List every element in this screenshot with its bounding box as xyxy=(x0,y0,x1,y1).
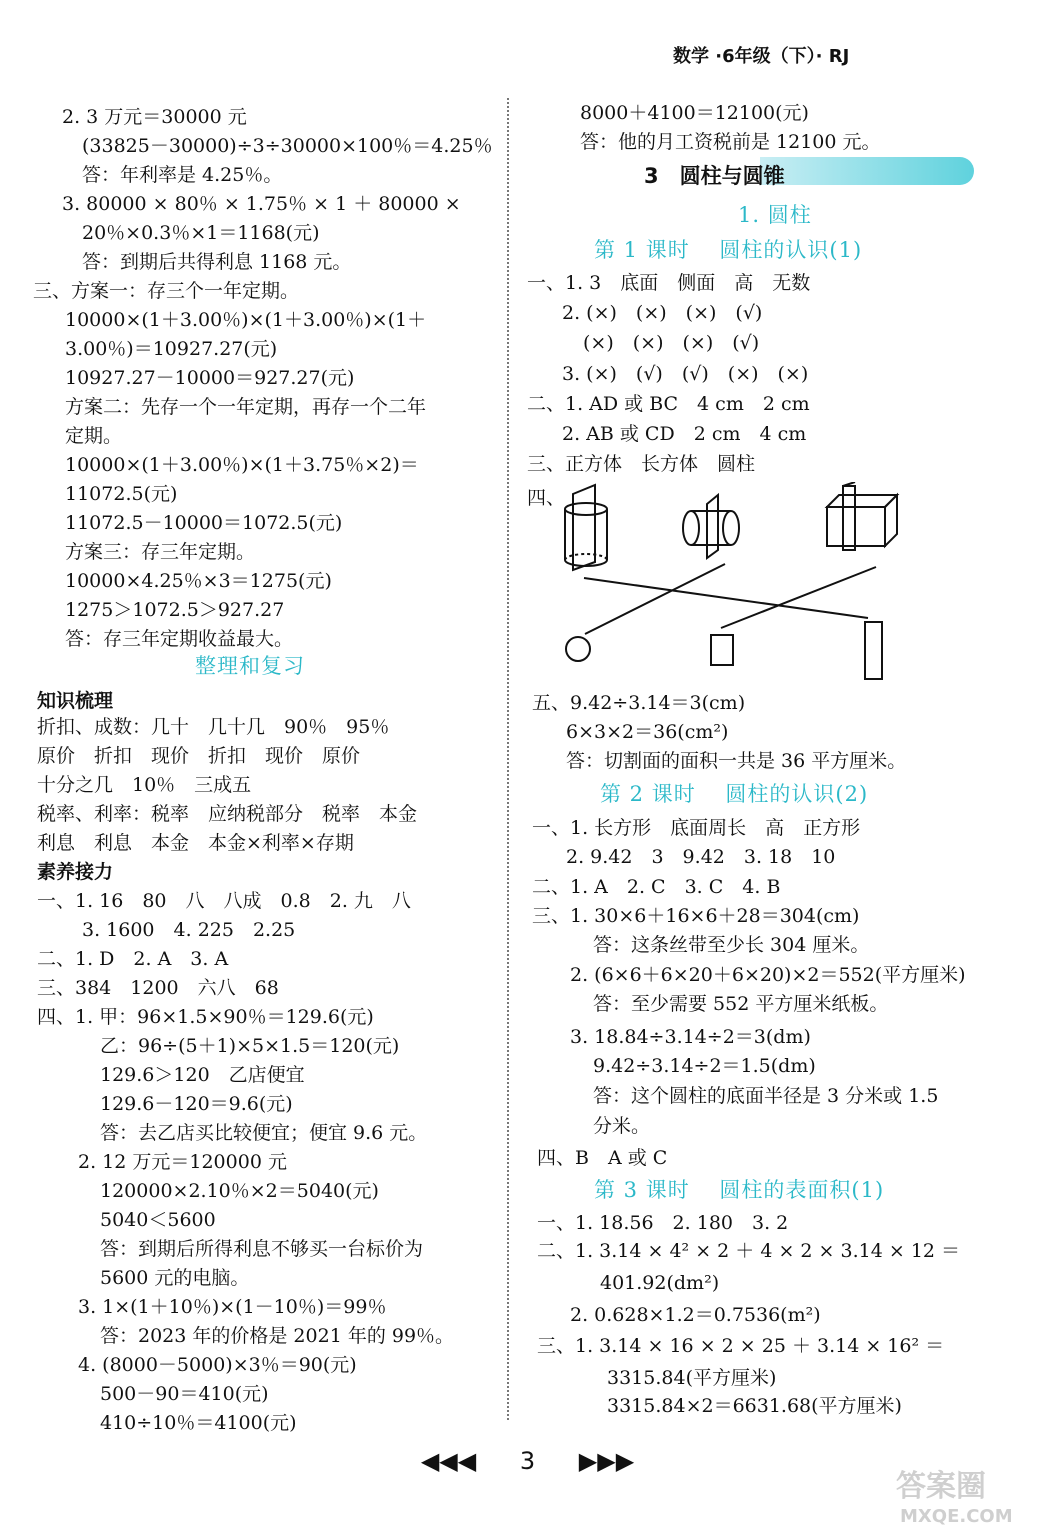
answer-line: 二、1. A 2. C 3. C 4. B xyxy=(532,876,781,898)
answer-line: 答：存三年定期收益最大。 xyxy=(65,628,294,650)
answer-line: 8000＋4100＝12100(元) xyxy=(580,102,809,124)
answer-line: 定期。 xyxy=(65,425,123,447)
match-line xyxy=(585,564,725,634)
answer-line: 1275＞1072.5＞927.27 xyxy=(65,599,285,621)
answer-line: 答：到期后共得利息 1168 元。 xyxy=(82,251,352,273)
answer-line: 11072.5－10000＝1072.5(元) xyxy=(65,512,343,534)
answer-line: (×) (×) (×) (√) xyxy=(583,332,760,354)
answer-line: 3315.84(平方厘米) xyxy=(607,1367,777,1389)
answer-line: 税率、利率：税率 应纳税部分 税率 本金 xyxy=(37,803,418,825)
svg-text:答案圈: 答案圈 xyxy=(896,1469,986,1504)
page-number: 3 xyxy=(519,1447,536,1475)
answer-line: 9.42÷3.14÷2＝1.5(dm) xyxy=(593,1055,816,1077)
answer-line: 一、1. 16 80 八 八成 0.8 2. 九 八 xyxy=(37,890,411,912)
answer-line: 原价 折扣 现价 折扣 现价 原价 xyxy=(37,745,361,767)
match-line xyxy=(584,578,868,618)
answer-line: 10000×(1＋3.00％)×(1＋3.00％)×(1＋ xyxy=(65,309,427,331)
answer-line: 答：这条丝带至少长 304 厘米。 xyxy=(593,934,870,956)
answer-line: 2. 12 万元＝120000 元 xyxy=(78,1151,287,1173)
answer-line: 二、1. D 2. A 3. A xyxy=(37,948,229,970)
answer-line: 10927.27－10000＝927.27(元) xyxy=(65,367,355,389)
answer-line: 3. 1600 4. 225 2.25 xyxy=(82,919,296,941)
answer-line: 乙：96÷(5＋1)×5×1.5＝120(元) xyxy=(100,1035,400,1057)
geometry-matching-figure xyxy=(555,482,915,682)
section-heading: 素养接力 xyxy=(37,861,114,883)
answer-line: 一、1. 3 底面 侧面 高 无数 xyxy=(527,272,811,294)
answer-line: 2. (6×6＋6×20＋6×20)×2＝552(平方厘米) xyxy=(570,964,966,986)
answer-line: 答：切割面的面积一共是 36 平方厘米。 xyxy=(566,750,907,772)
answer-line: 3. (×) (√) (√) (×) (×) xyxy=(562,363,809,385)
section-heading: 知识梳理 xyxy=(37,690,114,712)
square-shape xyxy=(711,635,733,665)
section-highlight-band xyxy=(760,157,974,185)
answer-line: 二、1. AD 或 BC 4 cm 2 cm xyxy=(527,393,810,415)
answer-line: 4. (8000－5000)×3％＝90(元) xyxy=(78,1354,357,1376)
answer-line: 11072.5(元) xyxy=(65,483,178,505)
prev-arrows-icon: ◀◀◀ xyxy=(420,1447,477,1475)
answer-line: 五、9.42÷3.14＝3(cm) xyxy=(532,692,746,714)
answer-line: 2. 3 万元＝30000 元 xyxy=(62,106,247,128)
answer-line: 6×3×2＝36(cm²) xyxy=(566,721,729,743)
circle-shape xyxy=(566,637,590,661)
answer-line: 答：至少需要 552 平方厘米纸板。 xyxy=(593,993,889,1015)
lesson-title: 第 2 课时 圆柱的认识(2) xyxy=(600,782,869,806)
answer-line: 十分之几 10％ 三成五 xyxy=(37,774,252,796)
answer-line: 10000×4.25％×3＝1275(元) xyxy=(65,570,332,592)
answer-line: 三、方案一：存三个一年定期。 xyxy=(33,280,300,302)
column-divider xyxy=(507,98,509,1420)
next-arrows-icon: ▶▶▶ xyxy=(578,1447,635,1475)
answer-line: 答：去乙店买比较便宜；便宜 9.6 元。 xyxy=(100,1122,428,1144)
answer-line: 答：这个圆柱的底面半径是 3 分米或 1.5 xyxy=(593,1085,939,1107)
answer-line: 三、384 1200 六八 68 xyxy=(37,977,279,999)
watermark-logo xyxy=(886,1460,1046,1530)
answer-line: 120000×2.10％×2＝5040(元) xyxy=(100,1180,379,1202)
cuboid-cut-icon xyxy=(827,482,897,550)
answer-line: 2. 0.628×1.2＝0.7536(m²) xyxy=(570,1304,821,1326)
answer-line: 一、1. 18.56 2. 180 3. 2 xyxy=(537,1212,789,1234)
answer-line: 答：2023 年的价格是 2021 年的 99％。 xyxy=(100,1325,455,1347)
answer-line: 二、1. 3.14 × 4² × 2 ＋ 4 × 2 × 3.14 × 12 ＝ xyxy=(537,1240,961,1262)
answer-line: 方案二：先存一个一年定期，再存一个二年 xyxy=(65,396,427,418)
answer-line: 折扣、成数：几十 几十几 90％ 95％ xyxy=(37,716,390,738)
answer-line: 5600 元的电脑。 xyxy=(100,1267,250,1289)
answer-line: 3315.84×2＝6631.68(平方厘米) xyxy=(607,1395,902,1417)
answer-line: 一、1. 长方形 底面周长 高 正方形 xyxy=(532,817,861,839)
answer-line: 三、正方体 长方体 圆柱 xyxy=(527,453,756,475)
lesson-title: 1. 圆柱 xyxy=(738,203,812,227)
match-line xyxy=(721,567,876,628)
cylinder-horizontal-cut-icon xyxy=(683,495,739,558)
answer-line: 20％×0.3％×1＝1168(元) xyxy=(82,222,320,244)
chapter-title: 3 圆柱与圆锥 xyxy=(644,164,785,188)
answer-line: 10000×(1＋3.00％)×(1＋3.75％×2)＝ xyxy=(65,454,419,476)
answer-line: 分米。 xyxy=(593,1115,651,1137)
answer-line: 答：他的月工资税前是 12100 元。 xyxy=(580,131,881,153)
answer-line: 3. 18.84÷3.14÷2＝3(dm) xyxy=(570,1026,811,1048)
answer-line: 2. 9.42 3 9.42 3. 18 10 xyxy=(566,846,836,868)
answer-line: 3. 80000 × 80％ × 1.75％ × 1 ＋ 80000 × xyxy=(62,193,461,215)
answer-line: 5040＜5600 xyxy=(100,1209,216,1231)
answer-line: 四、1. 甲：96×1.5×90％＝129.6(元) xyxy=(37,1006,374,1028)
page-header: 数学 ·6年级（下）· RJ xyxy=(673,46,850,67)
lesson-title: 第 3 课时 圆柱的表面积(1) xyxy=(594,1178,885,1202)
answer-line: 四、B A 或 C xyxy=(537,1147,668,1169)
answer-line: 401.92(dm²) xyxy=(600,1272,720,1294)
answer-line: 答：年利率是 4.25％。 xyxy=(82,164,283,186)
answer-line: 129.6－120＝9.6(元) xyxy=(100,1093,293,1115)
answer-line: 410÷10％＝4100(元) xyxy=(100,1412,297,1434)
rectangle-shape xyxy=(865,622,882,679)
cylinder-vertical-cut-icon xyxy=(565,485,607,570)
answer-line: 答：到期后所得利息不够买一台标价为 xyxy=(100,1238,424,1260)
answer-line: 方案三：存三年定期。 xyxy=(65,541,256,563)
answer-line: 500－90＝410(元) xyxy=(100,1383,269,1405)
answer-line: (33825－30000)÷3÷30000×100％＝4.25％ xyxy=(82,135,493,157)
answer-line: 四、 xyxy=(527,487,566,509)
lesson-title: 第 1 课时 圆柱的认识(1) xyxy=(594,238,863,262)
answer-line: 三、1. 30×6＋16×6＋28＝304(cm) xyxy=(532,905,860,927)
answer-line: 3. 1×(1＋10％)×(1－10％)＝99％ xyxy=(78,1296,387,1318)
answer-line: 三、1. 3.14 × 16 × 2 × 25 ＋ 3.14 × 16² ＝ xyxy=(537,1335,945,1357)
answer-line: 129.6＞120 乙店便宜 xyxy=(100,1064,305,1086)
answer-line: 2. (×) (×) (×) (√) xyxy=(562,302,763,324)
answer-line: 利息 利息 本金 本金×利率×存期 xyxy=(37,832,354,854)
svg-text:MXQE.COM: MXQE.COM xyxy=(900,1506,1013,1527)
answer-line: 3.00％)＝10927.27(元) xyxy=(65,338,278,360)
subsection-title: 整理和复习 xyxy=(195,654,305,678)
answer-line: 2. AB 或 CD 2 cm 4 cm xyxy=(562,423,807,445)
